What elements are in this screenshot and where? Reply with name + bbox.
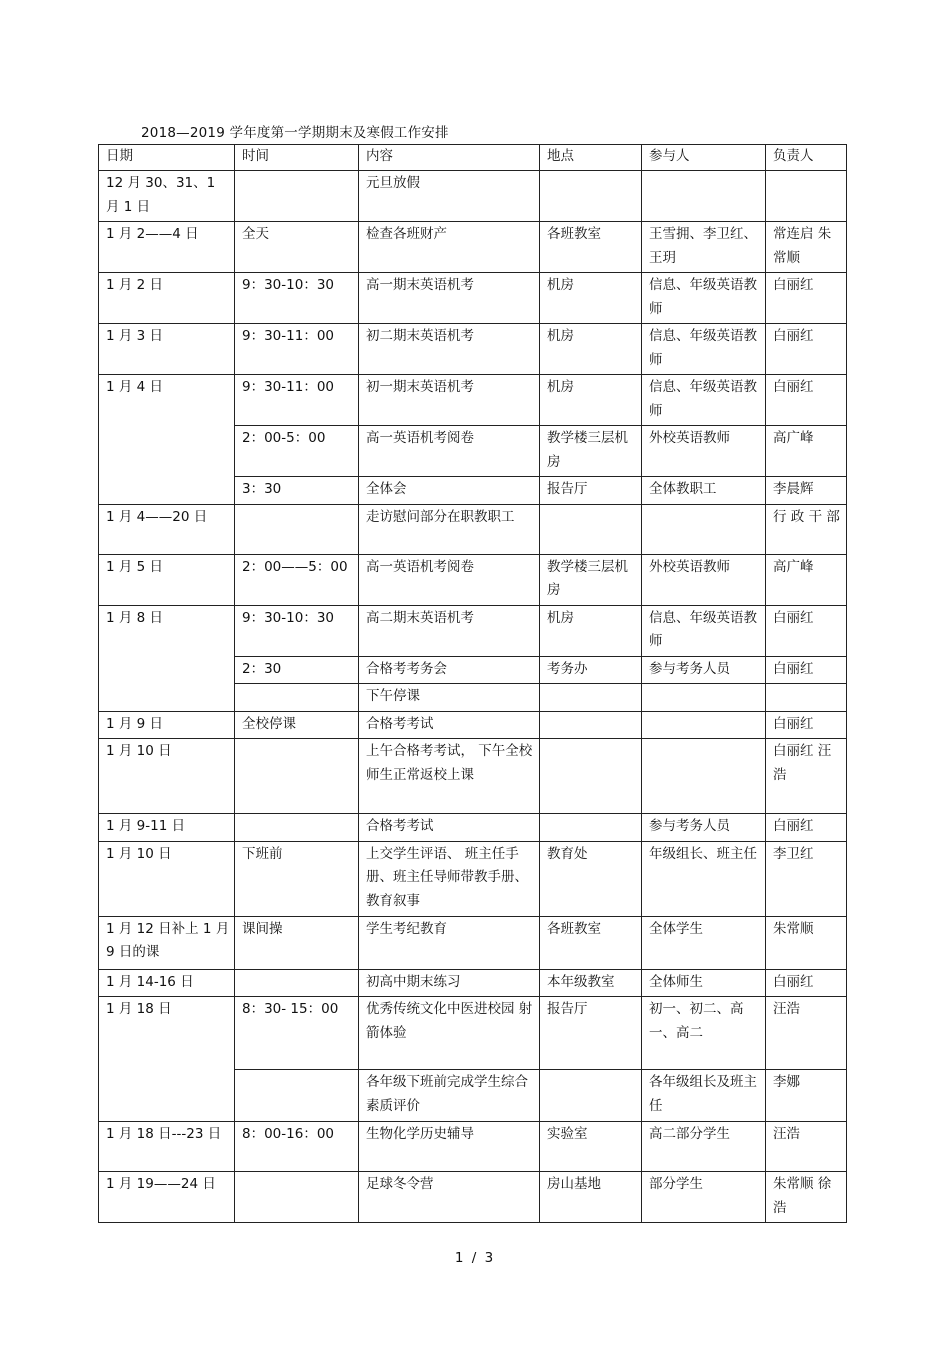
cell-owner: 白丽红	[766, 273, 847, 324]
cell-content: 元旦放假	[359, 171, 540, 222]
cell-owner: 高广峰	[766, 554, 847, 605]
cell-time: 9：30-10：30	[235, 605, 359, 656]
cell-content: 初高中期末练习	[359, 969, 540, 997]
cell-place: 房山基地	[540, 1172, 642, 1223]
table-row	[99, 1172, 847, 1223]
cell-owner: 高广峰	[766, 426, 847, 477]
cell-place	[540, 711, 642, 739]
cell-participants: 信息、年级英语教师	[642, 605, 766, 656]
cell-place: 实验室	[540, 1122, 642, 1172]
cell-time	[235, 171, 359, 222]
cell-date: 1 月 18 日	[99, 997, 235, 1122]
cell-content: 上交学生评语、 班主任手册、班主任导师带教手册、教育叙事	[359, 841, 540, 916]
cell-place	[540, 684, 642, 712]
document-title: 2018—2019 学年度第一学期期末及寒假工作安排	[141, 125, 449, 141]
table-row	[99, 171, 847, 222]
schedule-table	[98, 144, 847, 1223]
cell-time: 9：30-11：00	[235, 375, 359, 426]
cell-place: 报告厅	[540, 477, 642, 505]
cell-time: 2：30	[235, 656, 359, 684]
cell-content: 各年级下班前完成学生综合素质评价	[359, 1070, 540, 1122]
cell-participants: 全体教职工	[642, 477, 766, 505]
cell-participants	[642, 171, 766, 222]
cell-content: 全体会	[359, 477, 540, 505]
table-row	[99, 605, 847, 656]
cell-content: 学生考纪教育	[359, 916, 540, 969]
cell-date: 1 月 2——4 日	[99, 222, 235, 273]
cell-content: 高一期末英语机考	[359, 273, 540, 324]
header-content: 内容	[359, 145, 540, 171]
cell-time: 3：30	[235, 477, 359, 505]
cell-participants: 年级组长、班主任	[642, 841, 766, 916]
cell-participants: 信息、年级英语教师	[642, 375, 766, 426]
cell-date: 1 月 2 日	[99, 273, 235, 324]
cell-time	[235, 814, 359, 842]
cell-content: 走访慰问部分在职教职工	[359, 504, 540, 554]
cell-content: 高一英语机考阅卷	[359, 426, 540, 477]
cell-time: 9：30-10：30	[235, 273, 359, 324]
cell-participants	[642, 711, 766, 739]
cell-owner: 汪浩	[766, 997, 847, 1070]
cell-content: 高一英语机考阅卷	[359, 554, 540, 605]
cell-time: 2：00-5：00	[235, 426, 359, 477]
cell-place: 机房	[540, 324, 642, 375]
cell-place: 机房	[540, 375, 642, 426]
cell-time: 9：30-11：00	[235, 324, 359, 375]
cell-date: 1 月 4 日	[99, 375, 235, 505]
cell-owner: 白丽红	[766, 711, 847, 739]
cell-content	[359, 997, 540, 1070]
cell-owner: 白丽红	[766, 656, 847, 684]
cell-time: 8：00-16：00	[235, 1122, 359, 1172]
table-row	[99, 969, 847, 997]
cell-content: 高二期末英语机考	[359, 605, 540, 656]
cell-content: 下午停课	[359, 684, 540, 712]
cell-date: 1 月 18 日---23 日	[99, 1122, 235, 1172]
cell-owner: 白丽红	[766, 375, 847, 426]
cell-participants: 王雪拥、李卫红、王玥	[642, 222, 766, 273]
cell-owner: 白丽红	[766, 324, 847, 375]
cell-owner: 白丽红	[766, 814, 847, 842]
cell-content: 初一期末英语机考	[359, 375, 540, 426]
cell-owner: 白丽红 汪浩	[766, 739, 847, 814]
cell-owner: 李娜	[766, 1070, 847, 1122]
cell-time: 2：00——5：00	[235, 554, 359, 605]
cell-participants: 高二部分学生	[642, 1122, 766, 1172]
table-row	[99, 375, 847, 426]
cell-date: 12 月 30、31、1 月 1 日	[99, 171, 235, 222]
table-row	[99, 916, 847, 969]
cell-participants: 外校英语教师	[642, 554, 766, 605]
cell-place: 机房	[540, 605, 642, 656]
cell-owner	[766, 684, 847, 712]
cell-date: 1 月 5 日	[99, 554, 235, 605]
cell-participants: 外校英语教师	[642, 426, 766, 477]
cell-participants	[642, 504, 766, 554]
cell-time	[235, 1172, 359, 1223]
cell-place: 各班教室	[540, 222, 642, 273]
cell-place: 考务办	[540, 656, 642, 684]
cell-time: 全校停课	[235, 711, 359, 739]
cell-date: 1 月 19——24 日	[99, 1172, 235, 1223]
cell-participants: 参与考务人员	[642, 814, 766, 842]
cell-owner: 李晨辉	[766, 477, 847, 505]
cell-participants: 参与考务人员	[642, 656, 766, 684]
cell-date: 1 月 4——20 日	[99, 504, 235, 554]
cell-content: 检查各班财产	[359, 222, 540, 273]
cell-owner: 朱常顺 徐浩	[766, 1172, 847, 1223]
cell-owner: 李卫红	[766, 841, 847, 916]
table-header-row	[99, 145, 847, 171]
cell-place	[540, 814, 642, 842]
header-date: 日期	[99, 145, 235, 171]
cell-owner: 朱常顺	[766, 916, 847, 969]
cell-place	[540, 171, 642, 222]
cell-participants	[642, 684, 766, 712]
cell-time: 全天	[235, 222, 359, 273]
cell-owner: 汪浩	[766, 1122, 847, 1172]
table-row	[99, 841, 847, 916]
content-line: 优秀传统文化中医进校园 射箭体验	[366, 1001, 533, 1041]
cell-content: 足球冬令营	[359, 1172, 540, 1223]
cell-time	[235, 1070, 359, 1122]
cell-participants: 全体学生	[642, 916, 766, 969]
cell-participants: 各年级组长及班主任	[642, 1070, 766, 1122]
table-row	[99, 1122, 847, 1172]
cell-content: 合格考考试	[359, 711, 540, 739]
table-row	[99, 222, 847, 273]
cell-date: 1 月 10 日	[99, 739, 235, 814]
cell-time	[235, 504, 359, 554]
table-row	[99, 997, 847, 1070]
cell-place: 教育处	[540, 841, 642, 916]
cell-date: 1 月 14-16 日	[99, 969, 235, 997]
cell-place: 各班教室	[540, 916, 642, 969]
cell-date: 1 月 8 日	[99, 605, 235, 711]
cell-time	[235, 739, 359, 814]
cell-place	[540, 504, 642, 554]
cell-owner: 行 政 干 部	[766, 504, 847, 554]
cell-time: 下班前	[235, 841, 359, 916]
header-time: 时间	[235, 145, 359, 171]
cell-place: 报告厅	[540, 997, 642, 1070]
cell-participants: 初一、初二、高一、高二	[642, 997, 766, 1070]
cell-content: 上午合格考考试， 下午全校师生正常返校上课	[359, 739, 540, 814]
table-row	[99, 504, 847, 554]
table-row	[99, 554, 847, 605]
table-row	[99, 273, 847, 324]
cell-participants: 信息、年级英语教师	[642, 324, 766, 375]
cell-date: 1 月 9 日	[99, 711, 235, 739]
table-row	[99, 324, 847, 375]
cell-owner	[766, 171, 847, 222]
cell-time: 课间操	[235, 916, 359, 969]
cell-participants: 全体师生	[642, 969, 766, 997]
cell-place: 教学楼三层机房	[540, 554, 642, 605]
cell-place	[540, 1070, 642, 1122]
header-owner: 负责人	[766, 145, 847, 171]
cell-date: 1 月 10 日	[99, 841, 235, 916]
cell-owner: 常连启 朱常顺	[766, 222, 847, 273]
cell-participants: 信息、年级英语教师	[642, 273, 766, 324]
header-place: 地点	[540, 145, 642, 171]
cell-owner: 白丽红	[766, 969, 847, 997]
cell-time	[235, 969, 359, 997]
cell-place: 机房	[540, 273, 642, 324]
cell-participants: 部分学生	[642, 1172, 766, 1223]
header-participants: 参与人	[642, 145, 766, 171]
cell-content: 生物化学历史辅导	[359, 1122, 540, 1172]
cell-content: 初二期末英语机考	[359, 324, 540, 375]
table-row	[99, 739, 847, 814]
cell-date: 1 月 9-11 日	[99, 814, 235, 842]
cell-content: 合格考考试	[359, 814, 540, 842]
cell-content: 合格考考务会	[359, 656, 540, 684]
cell-time	[235, 684, 359, 712]
cell-date: 1 月 12 日补上 1 月 9 日的课	[99, 916, 235, 969]
cell-time: 8：30- 15：00	[235, 997, 359, 1070]
page-number: 1 / 3	[454, 1250, 496, 1266]
cell-place	[540, 739, 642, 814]
table-row	[99, 814, 847, 842]
cell-date: 1 月 3 日	[99, 324, 235, 375]
cell-place: 本年级教室	[540, 969, 642, 997]
cell-participants	[642, 739, 766, 814]
cell-owner: 白丽红	[766, 605, 847, 656]
cell-place: 教学楼三层机房	[540, 426, 642, 477]
table-row	[99, 711, 847, 739]
